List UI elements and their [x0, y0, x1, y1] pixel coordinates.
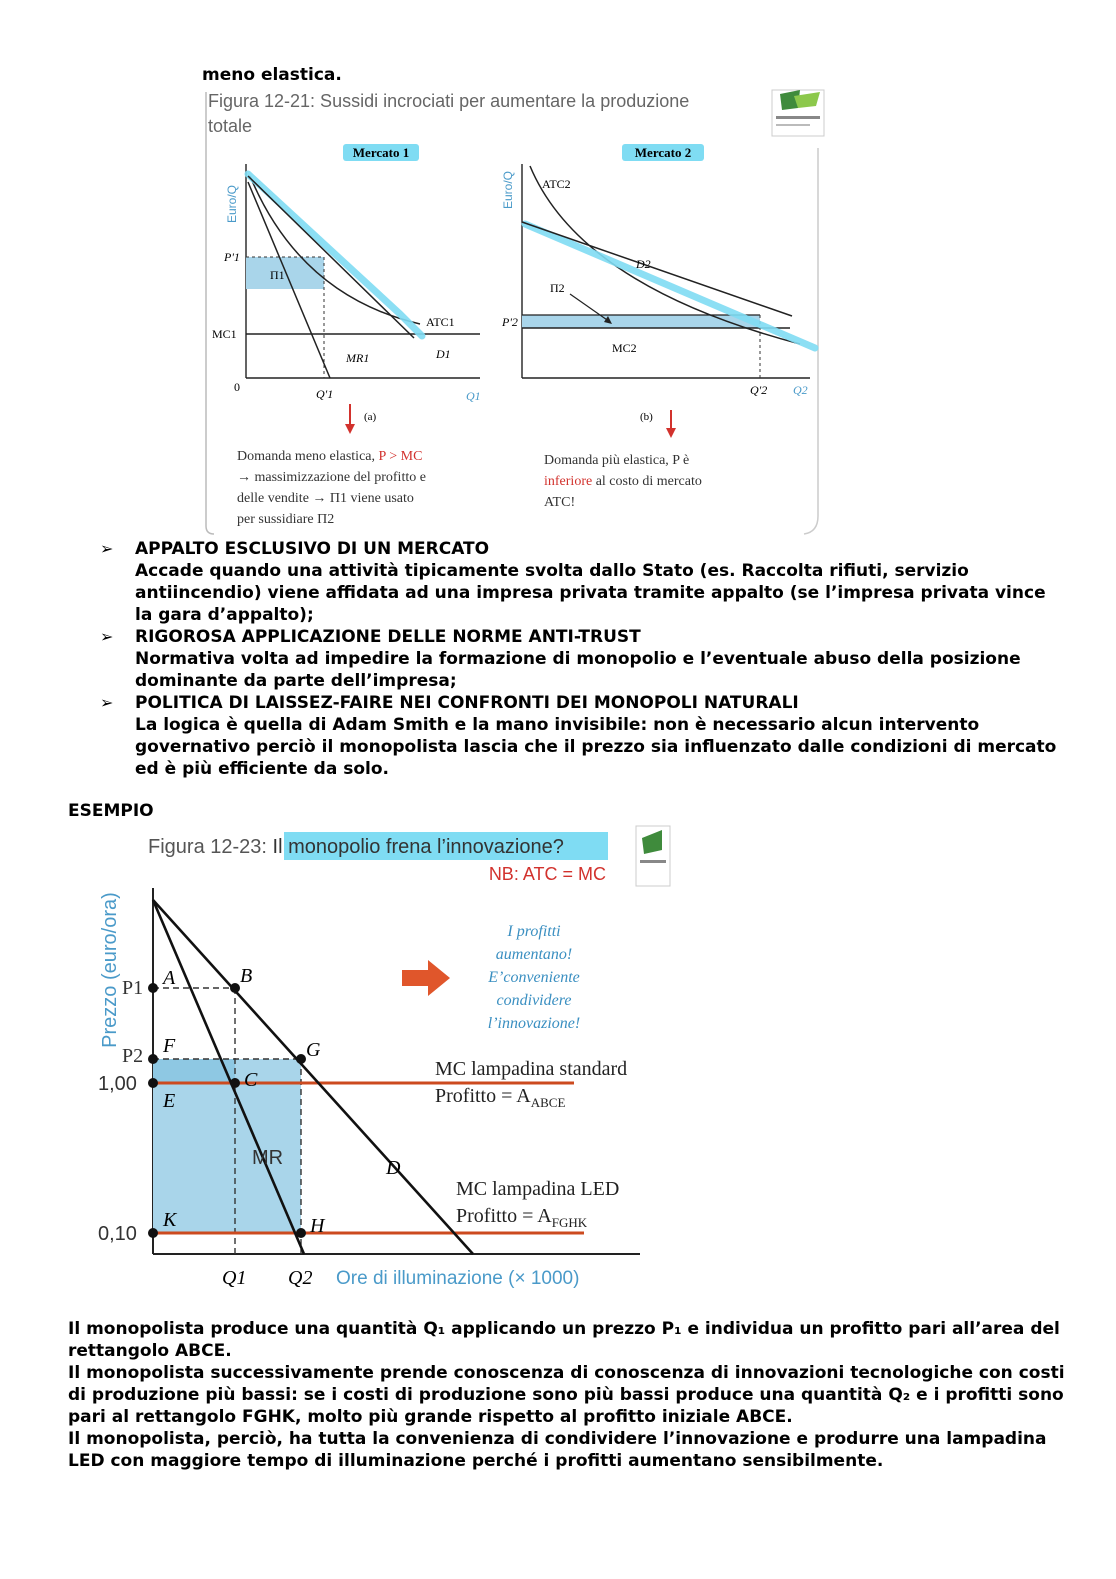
- q1-label: Q1: [222, 1267, 247, 1289]
- mc-standard-label: MC lampadina standard: [435, 1058, 628, 1080]
- mercato1-origin: 0: [234, 380, 240, 394]
- bullet-heading: APPALTO ESCLUSIVO DI UN MERCATO: [135, 539, 490, 559]
- one-label: 1,00: [98, 1073, 137, 1095]
- bullet-arrow-icon: ➢: [100, 627, 114, 646]
- innovation-note-line2: aumentano!: [495, 946, 573, 963]
- paragraph: Il monopolista produce una quantità Q₁ applicando un prezzo P₁ e individua un profitto pari all’area del rettangolo ABCE.: [68, 1319, 1060, 1361]
- mercato1-caption-line2: → massimizzazione del profitto e: [237, 470, 426, 485]
- mercato2-y-axis: Euro/Q: [501, 170, 515, 210]
- p2-label: P2: [122, 1045, 144, 1067]
- mercato1-demand-label: D1: [436, 347, 451, 361]
- figure1-title-line2: totale: [208, 116, 253, 136]
- mercato2-mc-label: MC2: [612, 341, 637, 355]
- point-c: C: [244, 1069, 258, 1091]
- explanation: [68, 1318, 1068, 1472]
- area-fghk: [153, 1059, 301, 1233]
- bullet-item: [100, 538, 1060, 626]
- figure2-y-axis: Prezzo (euro/ora): [99, 892, 121, 1048]
- bullet-arrow-icon: ➢: [100, 693, 114, 712]
- mercato2-q-star: Q'2: [750, 383, 768, 397]
- mercato2-caption-line3: ATC!: [544, 495, 576, 510]
- panel-mercato-2: [501, 144, 815, 510]
- figure2-x-axis: Ore di illuminazione (× 1000): [336, 1268, 580, 1289]
- figure-12-23: [88, 824, 672, 1302]
- mercato1-caption-line4: per sussidiare Π2: [237, 512, 335, 527]
- mercato1-mc-label: MC1: [212, 327, 237, 341]
- mr-label: MR: [252, 1147, 284, 1169]
- innovation-note-line1: I profitti: [507, 923, 561, 940]
- mercato1-caption-line1: Domanda meno elastica, P > MC: [237, 449, 423, 464]
- bullet-body: Accade quando una attività tipicamente svolta dallo Stato (es. Raccolta rifiuti, servizio antiincendio) viene affidata ad una impresa privata tramite appalto (se l’impresa privata vince la gara d’appalto);: [135, 561, 1046, 625]
- point-b: B: [240, 965, 253, 987]
- figure2-note: NB: ATC = MC: [488, 864, 606, 884]
- publisher-logo: [636, 826, 670, 886]
- paragraph: Il monopolista successivamente prende conoscenza di conoscenza di innovazioni tecnologiche con costi di produzione più bassi: se i costi di produzione sono più bassi produce una quantità Q₂ e i profitti sono pari al rettangolo FGHK, molto più grande rispetto al profitto iniziale ABCE.: [68, 1363, 1065, 1427]
- figure-12-21: [200, 86, 828, 536]
- innovation-note-line5: l’innovazione!: [487, 1015, 581, 1032]
- panel-a-tag: (a): [364, 411, 377, 423]
- bullet-list: [100, 538, 1060, 780]
- mercato1-mr-label: MR1: [346, 351, 370, 365]
- mc-led-label: MC lampadina LED: [456, 1178, 620, 1200]
- zero-ten-label: 0,10: [98, 1223, 137, 1245]
- mercato1-profit-label: Π1: [270, 268, 285, 282]
- mercato2-label: Mercato 2: [634, 145, 692, 160]
- panel-mercato-1: [212, 144, 481, 527]
- innovation-note-line4: condividere: [496, 992, 572, 1009]
- bullet-arrow-icon: ➢: [100, 539, 114, 558]
- esempio-label: ESEMPIO: [68, 801, 154, 821]
- mercato1-q-star: Q'1: [316, 387, 334, 401]
- point-h: H: [310, 1215, 325, 1237]
- mercato2-demand-label: D2: [636, 257, 651, 271]
- profit-led-label: Profitto = $A_{FGHK}$: [456, 1205, 588, 1230]
- mercato2-price-label: P'2: [502, 315, 518, 329]
- d-label: D: [386, 1157, 401, 1179]
- profit-standard-label: Profitto = $A_{ABCE}$: [435, 1085, 566, 1110]
- right-arrow-icon: [402, 960, 450, 996]
- mercato2-caption-line1: Domanda più elastica, P è: [544, 453, 690, 468]
- publisher-logo: [772, 90, 824, 136]
- p1-label: P1: [122, 977, 144, 999]
- mercato1-y-axis: Euro/Q: [225, 184, 239, 224]
- bullet-body: La logica è quella di Adam Smith e la mano invisibile: non è necessario alcun intervento governativo perciò il monopolista lascia che il prezzo sia influenzato dalle condizioni di mercato ed è più efficiente da solo.: [135, 715, 1057, 779]
- bullet-item: [100, 692, 1060, 780]
- q2-label: Q2: [288, 1267, 313, 1289]
- bullet-item: [100, 626, 1060, 692]
- mercato1-q-axis: Q1: [466, 389, 481, 403]
- point-a: A: [163, 967, 176, 989]
- bullet-heading: RIGOROSA APPLICAZIONE DELLE NORME ANTI-TRUST: [135, 627, 641, 647]
- intro-text: meno elastica.: [202, 65, 342, 85]
- mercato2-profit-label: Π2: [550, 281, 565, 295]
- point-e: E: [163, 1090, 176, 1112]
- mercato2-caption-line2: inferiore al costo di mercato: [544, 474, 702, 489]
- paragraph: Il monopolista, perciò, ha tutta la convenienza di condividere l’innovazione e produrre una lampadina LED con maggiore tempo di illuminazione perché i profitti aumentano sensibilmente.: [68, 1429, 1047, 1471]
- mercato1-atc-label: ATC1: [426, 315, 455, 329]
- point-k: K: [163, 1209, 177, 1231]
- mercato1-price-label: P'1: [224, 250, 240, 264]
- point-f: F: [163, 1035, 176, 1057]
- bullet-body: Normativa volta ad impedire la formazione di monopolio e l’eventuale abuso della posizione dominante da parte dell’impresa;: [135, 649, 1021, 691]
- figure1-title-line1: Figura 12-21: Sussidi incrociati per aumentare la produzione: [208, 91, 690, 111]
- innovation-note-line3: E’conveniente: [488, 969, 580, 986]
- mercato2-q-axis: Q2: [793, 383, 808, 397]
- mercato2-atc-label: ATC2: [542, 177, 571, 191]
- figure2-title: Figura 12-23: Il monopolio frena l’innovazione?: [148, 836, 564, 858]
- point-g: G: [306, 1039, 321, 1061]
- mercato1-caption-line3: delle vendite → Π1 viene usato: [237, 491, 414, 506]
- panel-b-tag: (b): [640, 411, 653, 423]
- bullet-heading: POLITICA DI LAISSEZ-FAIRE NEI CONFRONTI DEI MONOPOLI NATURALI: [135, 693, 799, 713]
- mercato1-label: Mercato 1: [352, 145, 410, 160]
